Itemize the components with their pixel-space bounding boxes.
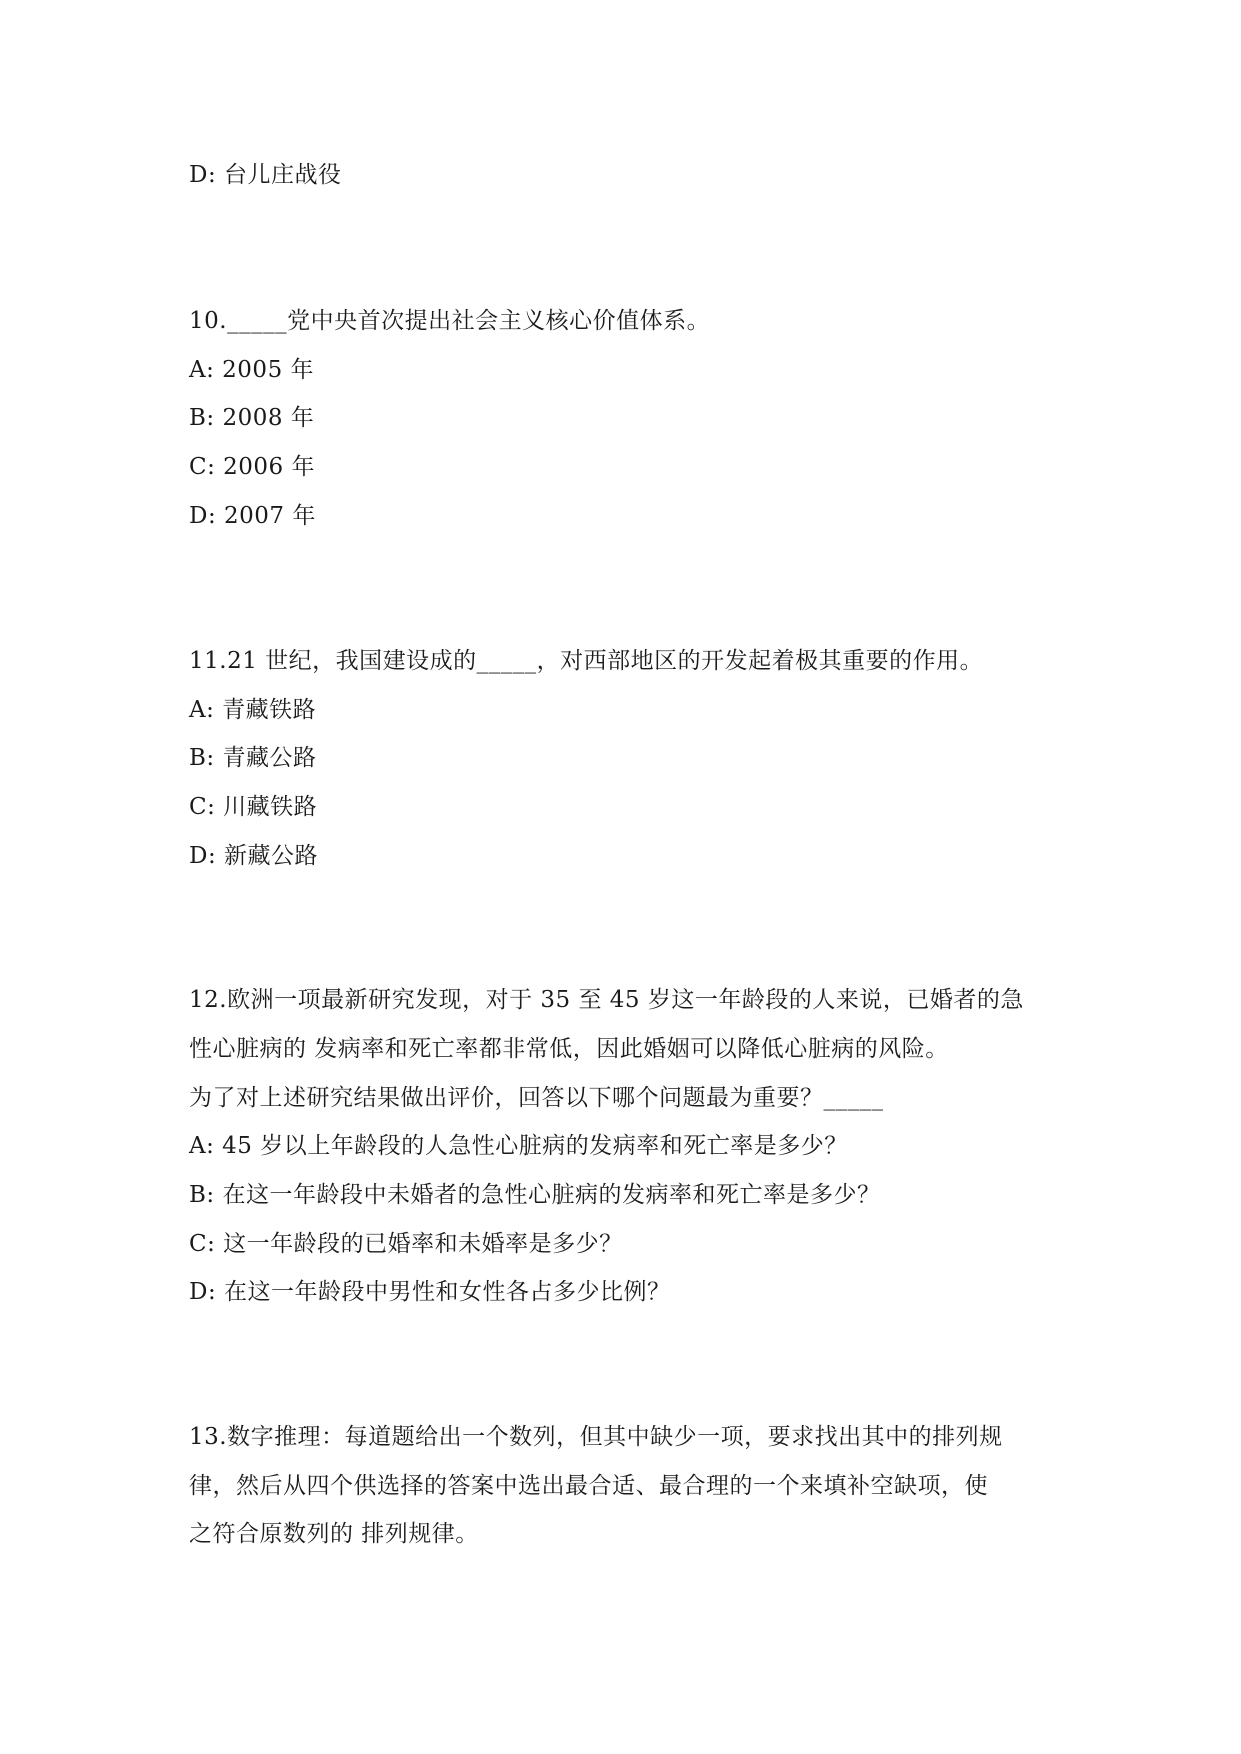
question-11-stem: 11.21 世纪，我国建设成的_____，对西部地区的开发起着极其重要的作用。 xyxy=(189,648,984,674)
question-13-stem-line-2: 律，然后从四个供选择的答案中选出最合适、最合理的一个来填补空缺项，使 xyxy=(189,1473,988,1499)
question-10-option-a: A: 2005 年 xyxy=(189,357,315,383)
question-10-stem: 10._____党中央首次提出社会主义核心价值体系。 xyxy=(189,308,711,334)
question-10-option-b: B: 2008 年 xyxy=(189,405,315,431)
question-11-option-a: A: 青藏铁路 xyxy=(189,697,317,723)
question-10-option-c: C: 2006 年 xyxy=(189,454,316,480)
question-13-stem-line-1: 13.数字推理：每道题给出一个数列，但其中缺少一项，要求找出其中的排列规 xyxy=(189,1424,1003,1450)
question-10-option-d: D: 2007 年 xyxy=(189,503,316,529)
question-12-option-c: C: 这一年龄段的已婚率和未婚率是多少？ xyxy=(189,1231,623,1257)
question-12-option-a: A: 45 岁以上年龄段的人急性心脏病的发病率和死亡率是多少？ xyxy=(189,1133,848,1159)
question-12-option-d: D: 在这一年龄段中男性和女性各占多少比例？ xyxy=(189,1279,671,1305)
question-11-option-b: B: 青藏公路 xyxy=(189,745,317,771)
question-12-stem-line-1: 12.欧洲一项最新研究发现，对于 35 至 45 岁这一年龄段的人来说，已婚者的急 xyxy=(189,987,1024,1013)
question-12-stem-line-2: 性心脏病的 发病率和死亡率都非常低，因此婚姻可以降低心脏病的风险。 xyxy=(189,1036,949,1062)
prev-question-option-d: D: 台儿庄战役 xyxy=(189,162,342,188)
question-11-option-d: D: 新藏公路 xyxy=(189,843,319,869)
question-12-option-b: B: 在这一年龄段中未婚者的急性心脏病的发病率和死亡率是多少？ xyxy=(189,1182,881,1208)
question-13-stem-line-3: 之符合原数列的 排列规律。 xyxy=(189,1521,479,1547)
question-11-option-c: C: 川藏铁路 xyxy=(189,794,318,820)
question-12-stem-line-3: 为了对上述研究结果做出评价，回答以下哪个问题最为重要？_____ xyxy=(189,1085,884,1111)
